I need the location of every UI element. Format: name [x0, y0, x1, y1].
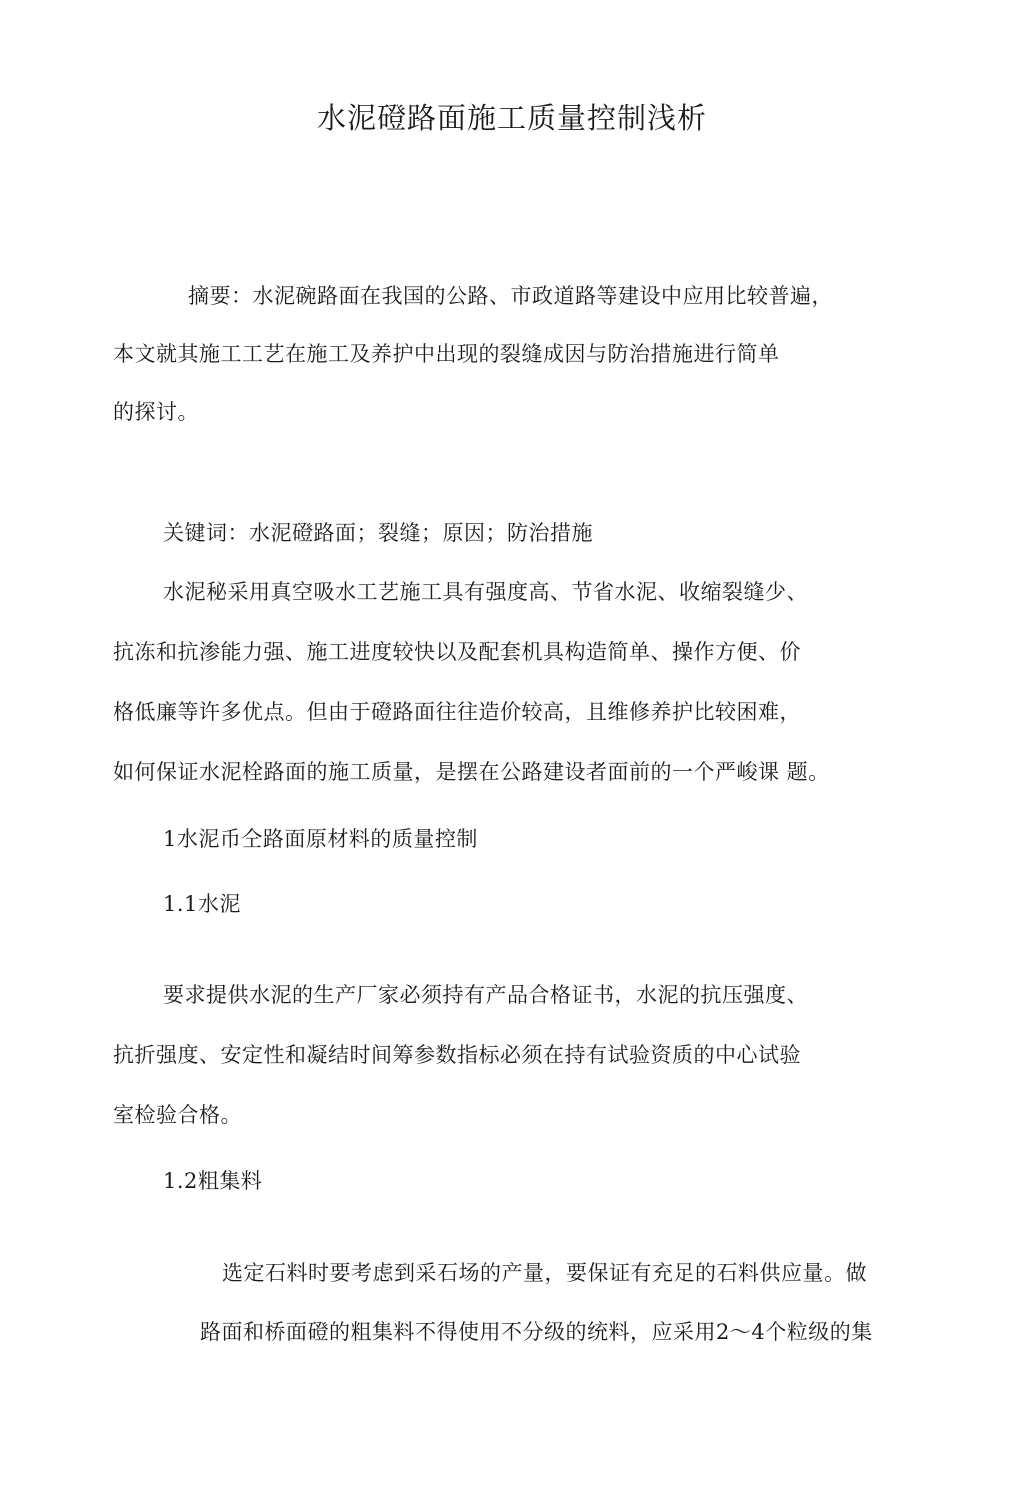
intro-line: 如何保证水泥栓路面的施工质量，是摆在公路建设者面前的一个严峻课 题。	[113, 760, 830, 784]
body-line: 室检验合格。	[113, 1103, 242, 1127]
abstract-line: 的探讨。	[113, 400, 199, 424]
document-title: 水泥磴路面施工质量控制浅析	[316, 101, 707, 135]
abstract-line: 本文就其施工工艺在施工及养护中出现的裂缝成因与防治措施进行简单	[113, 342, 780, 366]
body-line: 抗折强度、安定性和凝结时间筹参数指标必须在持有试验资质的中心试验	[113, 1043, 801, 1067]
body-line: 要求提供水泥的生产厂家必须持有产品合格证书，水泥的抗压强度、	[163, 983, 808, 1007]
intro-line: 抗冻和抗渗能力强、施工进度较快以及配套机具构造简单、操作方便、价	[113, 640, 801, 664]
body-line: 选定石料时要考虑到采石场的产量，要保证有充足的石料供应量。做	[222, 1261, 867, 1285]
abstract-line: 摘要：水泥碗路面在我国的公路、市政道路等建设中应用比较普遍，	[188, 284, 833, 308]
section-heading: 1水泥币仝路面原材料的质量控制	[163, 827, 478, 851]
keywords-line: 关键词：水泥磴路面；裂缝；原因；防治措施	[163, 521, 593, 545]
body-line: 路面和桥面磴的粗集料不得使用不分级的统料，应采用2～4个粒级的集	[200, 1320, 873, 1344]
intro-line: 格低廉等许多优点。但由于磴路面往往造价较高，且维修养护比较困难，	[113, 700, 801, 724]
subsection-heading: 1.2粗集料	[163, 1169, 263, 1193]
intro-line: 水泥秘采用真空吸水工艺施工具有强度高、节省水泥、收缩裂缝少、	[163, 580, 808, 604]
subsection-heading: 1.1水泥	[163, 892, 241, 916]
